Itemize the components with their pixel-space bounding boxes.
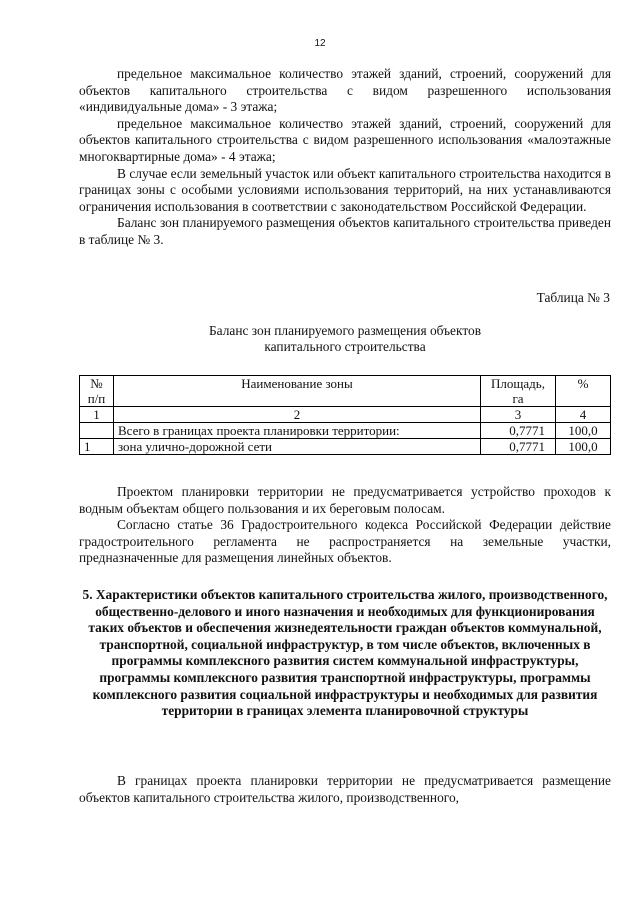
paragraph-floors-lowrise: предельное максимальное количество этажей зданий, строений, сооружений для объектов капитального строительства с видом разрешенного использования «малоэтажные многоквартирные дома» - 4 этажа; [79, 115, 611, 164]
row-pct: 100,0 [556, 439, 611, 455]
index-cell: 1 [80, 407, 114, 423]
section-5-text-block [79, 773, 611, 806]
table-index-row [80, 407, 611, 423]
table-caption-line-1: Баланс зон планируемого размещения объектов [208, 323, 482, 338]
table-label: Таблица № 3 [536, 290, 610, 305]
index-cell: 3 [481, 407, 556, 423]
table-caption [79, 323, 611, 355]
total-name: Всего в границах проекта планировки территории: [114, 423, 481, 439]
row-name: зона улично-дорожной сети [114, 439, 481, 455]
paragraph-water-access: Проектом планировки территории не предусматривается устройство проходов к водным объектам общего пользования и их береговым полосам. [79, 484, 611, 516]
paragraph-special-zones: В случае если земельный участок или объект капитального строительства находится в границах зоны с особыми условиями использования территорий, на них устанавливаются ограничения использования в соответствии с законодательством Российской Федерации. [79, 165, 611, 214]
paragraph-section-5: В границах проекта планировки территории не предусматривается размещение объектов капитального строительства жилого, производственного, [79, 773, 611, 805]
row-num: 1 [80, 439, 114, 455]
after-table-text-block [79, 484, 611, 567]
header-area: Площадь, га [481, 376, 556, 407]
table-caption-line-2: капитального строительства [264, 339, 426, 354]
table-row [80, 439, 611, 455]
table-total-row [80, 423, 611, 439]
paragraph-balance-reference: Баланс зон планируемого размещения объектов капитального строительства приведен в таблице № 3. [79, 215, 611, 247]
paragraph-floors-individual: предельное максимальное количество этажей зданий, строений, сооружений для объектов капитального строительства с видом разрешенного использования «индивидуальные дома» - 3 этажа; [79, 66, 611, 115]
header-name: Наименование зоны [114, 376, 481, 407]
header-num: № п/п [80, 376, 114, 407]
header-pct: % [556, 376, 611, 407]
index-cell: 4 [556, 407, 611, 423]
intro-text-block [79, 66, 611, 249]
row-area: 0,7771 [481, 439, 556, 455]
zone-balance-table [79, 375, 611, 455]
table-header-row [80, 376, 611, 407]
total-pct: 100,0 [556, 423, 611, 439]
total-area: 0,7771 [481, 423, 556, 439]
section-5-heading: 5. Характеристики объектов капитального строительства жилого, производственного, общественно-делового и иного назначения и необходимых для функционирования таких объектов и обеспечения жизнедеятельности граждан объектов коммунальной, транспортной, социальной инфраструктур, в том числе объектов, включенных в программы комплексного развития систем коммунальной инфраструктуры, программы комплексного развития транспортной инфраструктуры, программы комплексного развития социальной инфраструктуры и необходимых для развития территории в границах элемента планировочной структуры [82, 587, 608, 719]
page-number: 12 [314, 38, 326, 49]
total-num [80, 423, 114, 439]
paragraph-article-36: Согласно статье 36 Градостроительного кодекса Российской Федерации действие градостроительного регламента не распространяется на земельные участки, предназначенные для размещения линейных объектов. [79, 517, 611, 566]
index-cell: 2 [114, 407, 481, 423]
